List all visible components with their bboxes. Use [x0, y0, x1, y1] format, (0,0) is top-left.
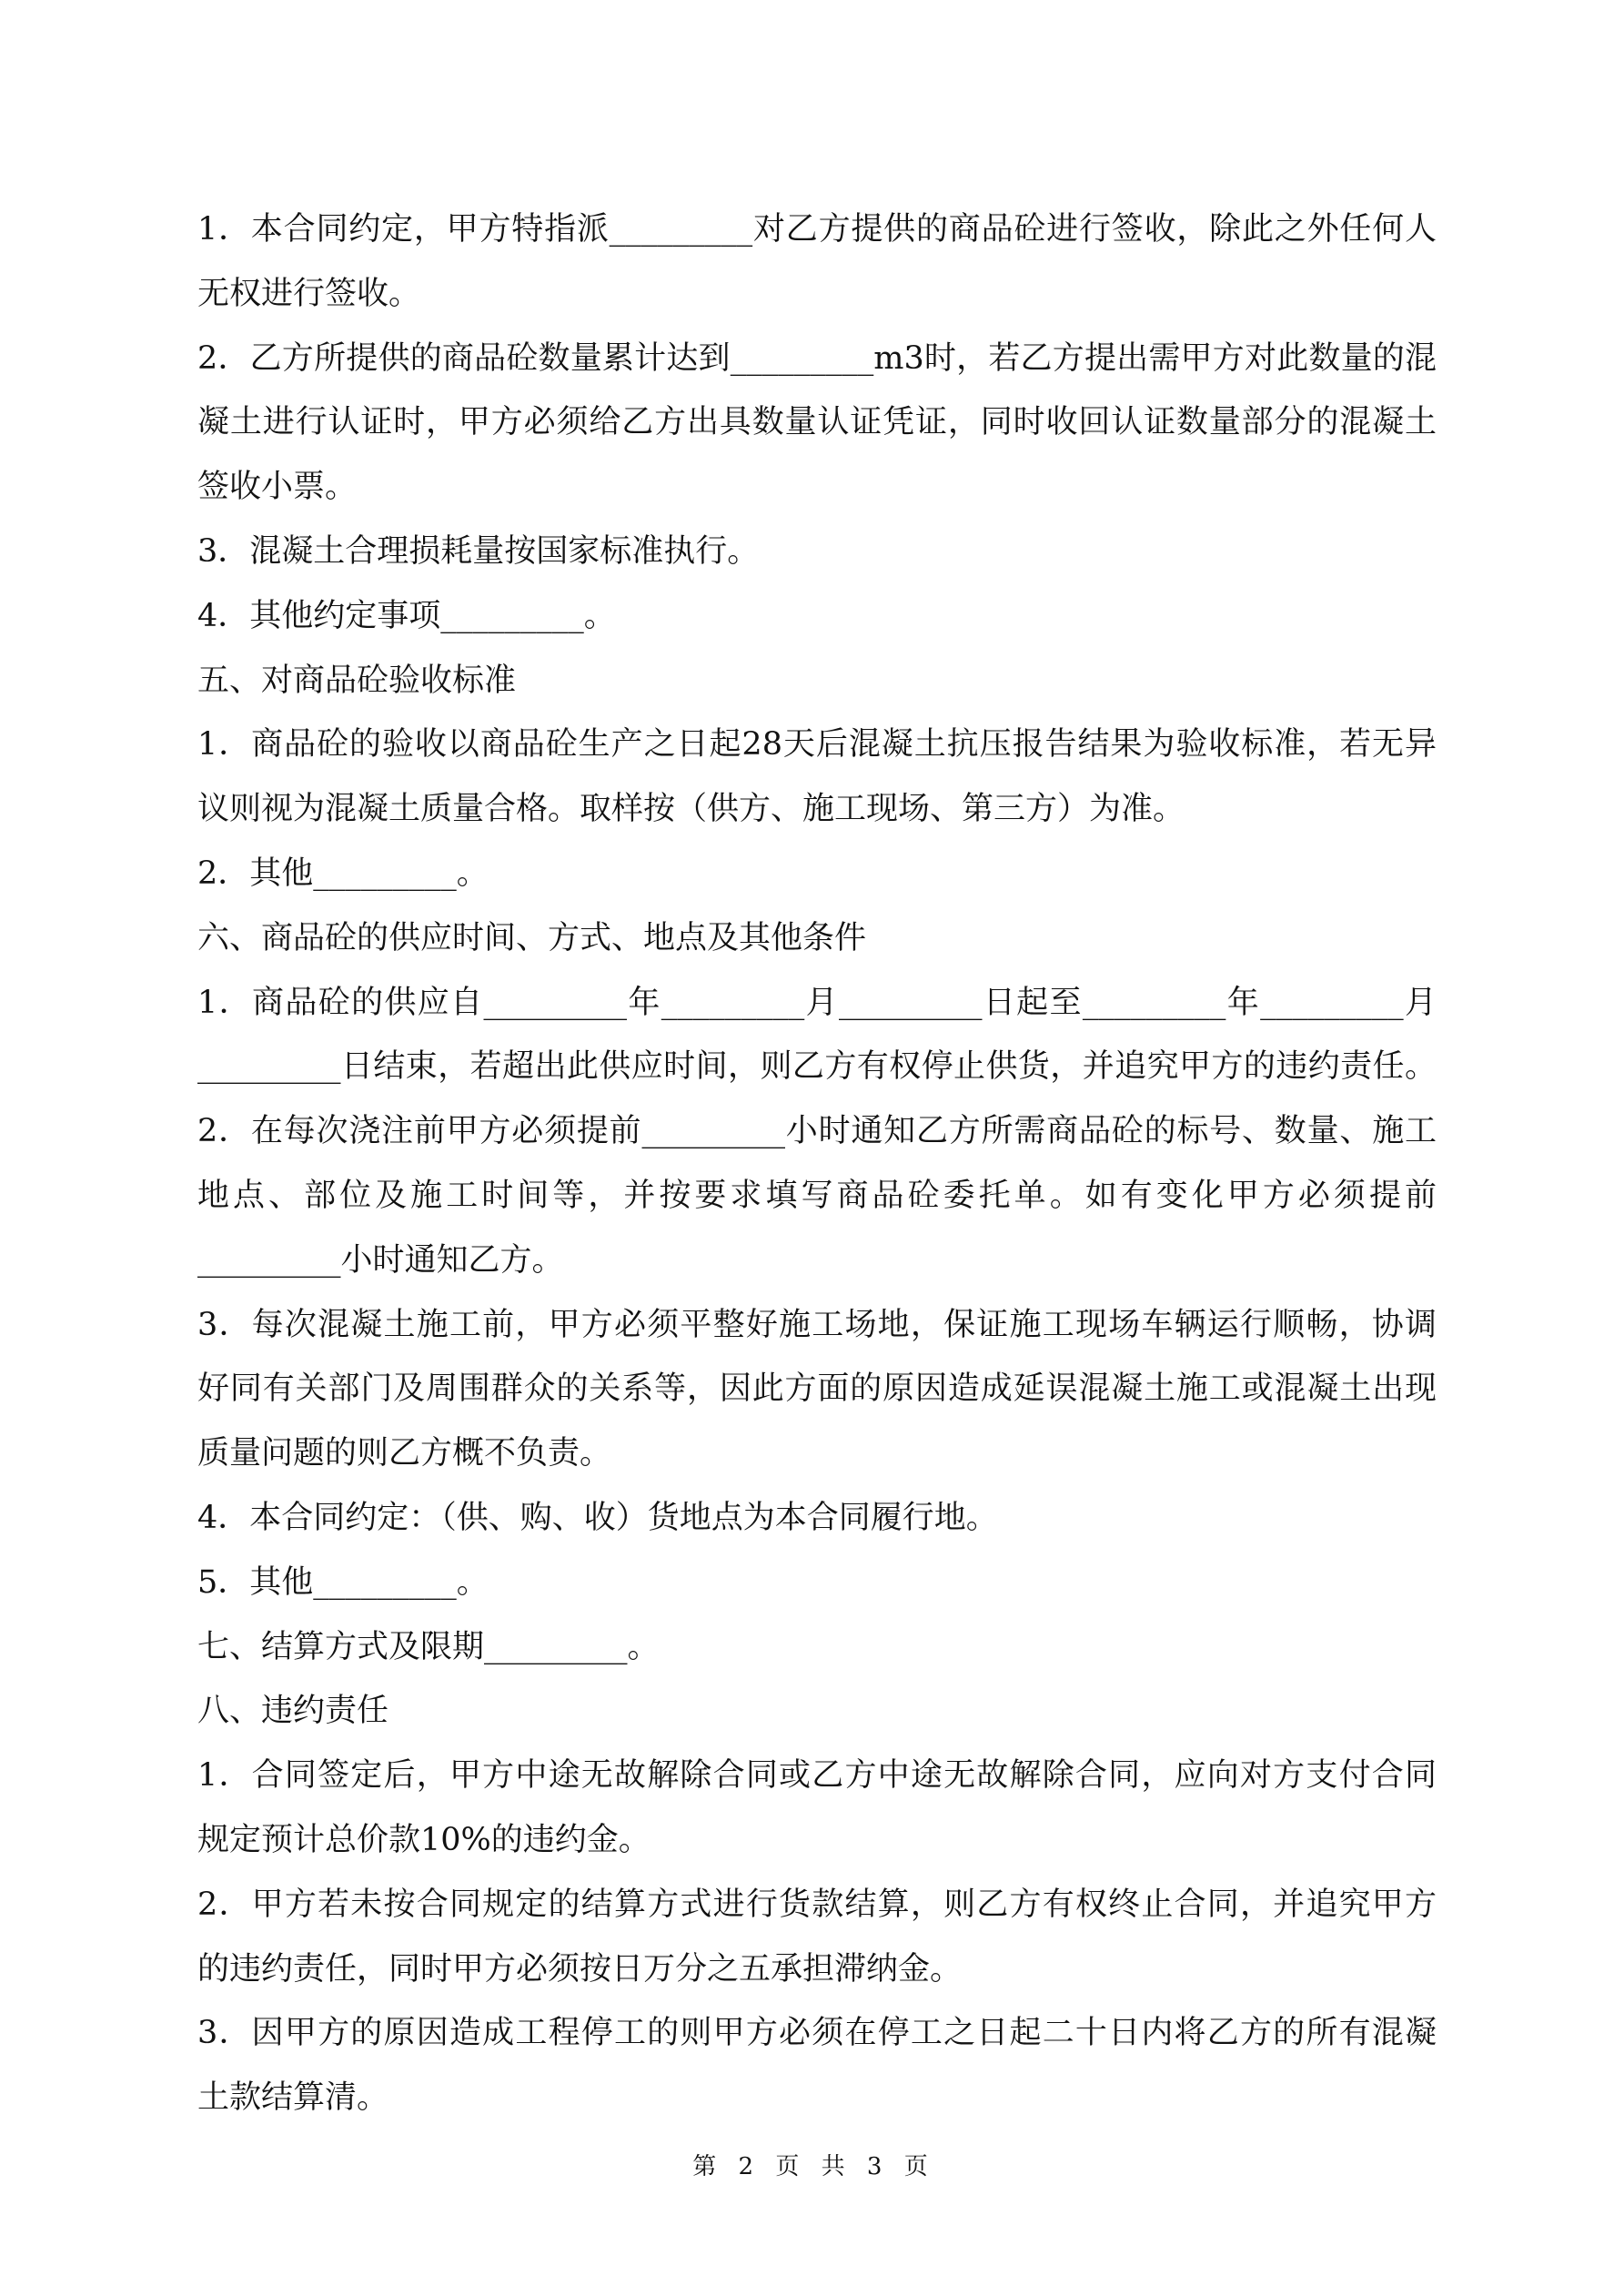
- page-footer: 第 2 页 共 3 页: [692, 2153, 932, 2180]
- text-line: 4．其他约定事项_________。: [197, 597, 616, 634]
- text-line: 地点、部位及施工时间等，并按要求填写商品砼委托单。如有变化甲方必须提前: [197, 1177, 1437, 1214]
- text-line: 质量问题的则乙方概不负责。: [197, 1435, 612, 1472]
- text-line: 5．其他_________。: [197, 1563, 489, 1601]
- text-line: 3．因甲方的原因造成工程停工的则甲方必须在停工之日起二十日内将乙方的所有混凝: [197, 2015, 1437, 2052]
- text-line: 签收小票。: [197, 469, 358, 506]
- text-line: 无权进行签收。: [197, 275, 421, 312]
- text-line: 4．本合同约定：（供、购、收）货地点为本合同履行地。: [197, 1499, 998, 1536]
- text-line: 凝土进行认证时，甲方必须给乙方出具数量认证凭证，同时收回认证数量部分的混凝土: [197, 404, 1437, 441]
- text-line: 2．其他_________。: [197, 855, 489, 892]
- text-line: 好同有关部门及周围群众的关系等，因此方面的原因造成延误混凝土施工或混凝土出现: [197, 1371, 1437, 1408]
- text-line: 五、对商品砼验收标准: [197, 662, 517, 699]
- text-line: 1．本合同约定，甲方特指派_________对乙方提供的商品砼进行签收，除此之外任何人: [197, 211, 1437, 248]
- text-line: 七、结算方式及限期_________。: [197, 1628, 660, 1665]
- text-line: 2．在每次浇注前甲方必须提前_________小时通知乙方所需商品砼的标号、数量、施工: [197, 1113, 1437, 1150]
- text-line: 2．乙方所提供的商品砼数量累计达到_________m3时，若乙方提出需甲方对此数量的混: [197, 339, 1437, 377]
- text-line: _________小时通知乙方。: [197, 1241, 564, 1279]
- text-line: 六、商品砼的供应时间、方式、地点及其他条件: [197, 919, 867, 956]
- text-line: 议则视为混凝土质量合格。取样按（供方、施工现场、第三方）为准。: [197, 791, 1185, 828]
- text-line: 的违约责任，同时甲方必须按日万分之五承担滞纳金。: [197, 1950, 963, 1988]
- text-line: 土款结算清。: [197, 2079, 389, 2117]
- text-line: _________日结束，若超出此供应时间，则乙方有权停止供货，并追究甲方的违约责任。: [197, 1048, 1437, 1086]
- text-line: 八、违约责任: [197, 1693, 389, 1730]
- text-line: 2．甲方若未按合同规定的结算方式进行货款结算，则乙方有权终止合同，并追究甲方: [197, 1886, 1437, 1923]
- text-line: 规定预计总价款10%的违约金。: [197, 1821, 651, 1858]
- text-line: 3．每次混凝土施工前，甲方必须平整好施工场地，保证施工现场车辆运行顺畅，协调: [197, 1306, 1437, 1343]
- text-line: 1．合同签定后，甲方中途无故解除合同或乙方中途无故解除合同，应向对方支付合同: [197, 1757, 1437, 1795]
- document-body: [197, 197, 1437, 2130]
- text-line: 3．混凝土合理损耗量按国家标准执行。: [197, 532, 760, 570]
- text-line: 1．商品砼的验收以商品砼生产之日起28天后混凝土抗压报告结果为验收标准，若无异: [197, 726, 1437, 764]
- text-line: 1．商品砼的供应自_________年_________月_________日起至_________年_________月: [197, 984, 1437, 1021]
